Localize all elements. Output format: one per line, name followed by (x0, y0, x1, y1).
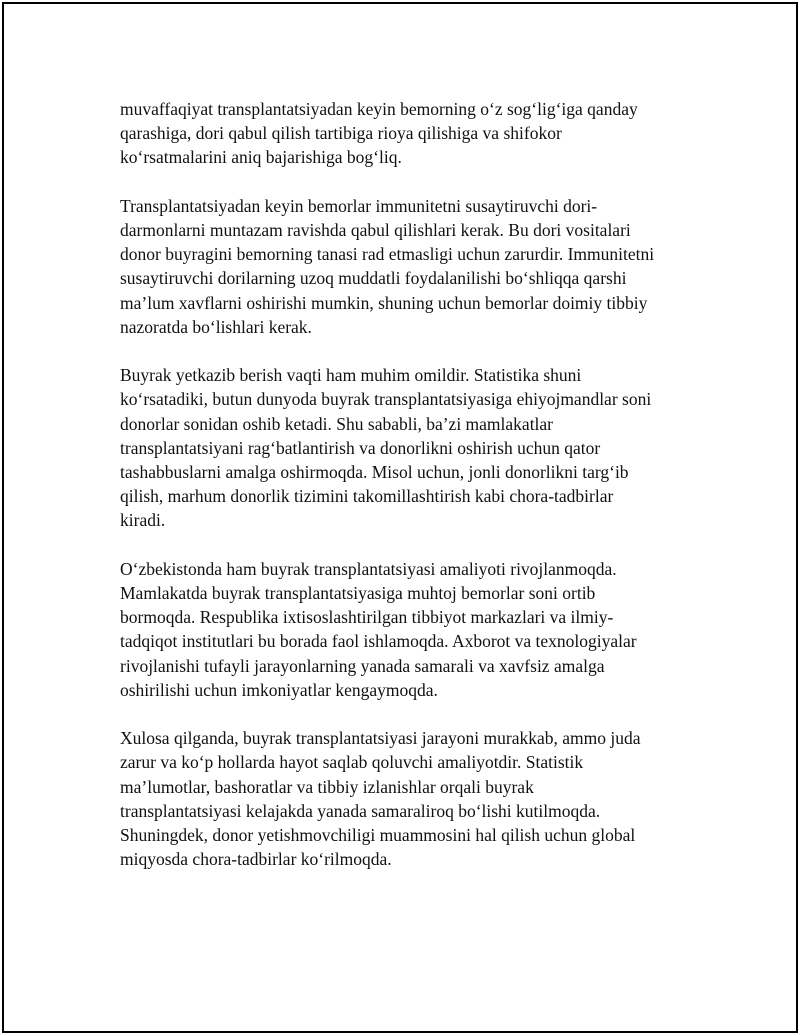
paragraph-4: O‘zbekistonda ham buyrak transplantatsiyasi amaliyoti rivojlanmoqda. Mamlakatda buyrak transplantatsiyasiga muhtoj bemorlar soni ortib bormoqda. Respublika ixtisoslashtirilgan tibbiyot markazlari va ilmiy- tadqiqot institutlari bu borada faol ishlamoqda. Axborot va texnologiyalar rivojlanishi tufayli jarayonlarning yanada samarali va xavfsiz amalga oshirilishi uchun imkoniyatlar kengaymoqda. (120, 558, 637, 700)
paragraph-3: Buyrak yetkazib berish vaqti ham muhim omildir. Statistika shuni ko‘rsatadiki, butun dunyoda buyrak transplantatsiyasiga ehiyojmandlar soni donorlar sonidan oshib ketadi. Shu sababli, ba’zi mamlakatlar transplantatsiyani rag‘batlantirish va donorlikni oshirish uchun qator tashabbuslarni amalga oshirmoqda. Misol uchun, jonli donorlikni targ‘ib qilish, marhum donorlik tizimini takomillashtirish kabi chora-tadbirlar kiradi. (120, 365, 652, 531)
document-body (120, 97, 700, 896)
paragraph-2: Transplantatsiyadan keyin bemorlar immunitetni susaytiruvchi dori- darmonlarni muntazam ravishda qabul qilishlari kerak. Bu dori vositalari donor buyragini bemorning tanasi rad etmasligi uchun zarurdir. Immunitetni susaytiruvchi dorilarning uzoq muddatli foydalanilishi bo‘shliqqa qarshi ma’lum xavflarni oshirishi mumkin, shuning uchun bemorlar doimiy tibbiy nazoratda bo‘lishlari kerak. (120, 195, 655, 337)
paragraph-1: muvaffaqiyat transplantatsiyadan keyin bemorning o‘z sog‘lig‘iga qanday qarashiga, dori qabul qilish tartibiga rioya qilishiga va shifokor ko‘rsatmalarini aniq bajarishiga bog‘liq. (120, 99, 638, 168)
document-page (2, 2, 798, 1033)
paragraph-5: Xulosa qilganda, buyrak transplantatsiyasi jarayoni murakkab, ammo juda zarur va ko‘p hollarda hayot saqlab qoluvchi amaliyotdir. Statistik ma’lumotlar, bashoratlar va tibbiy izlanishlar orqali buyrak transplantatsiyasi kelajakda yanada samaraliroq bo‘lishi kutilmoqda. Shuningdek, donor yetishmovchiligi muammosini hal qilish uchun global miqyosda chora-tadbirlar ko‘rilmoqda. (120, 728, 641, 870)
